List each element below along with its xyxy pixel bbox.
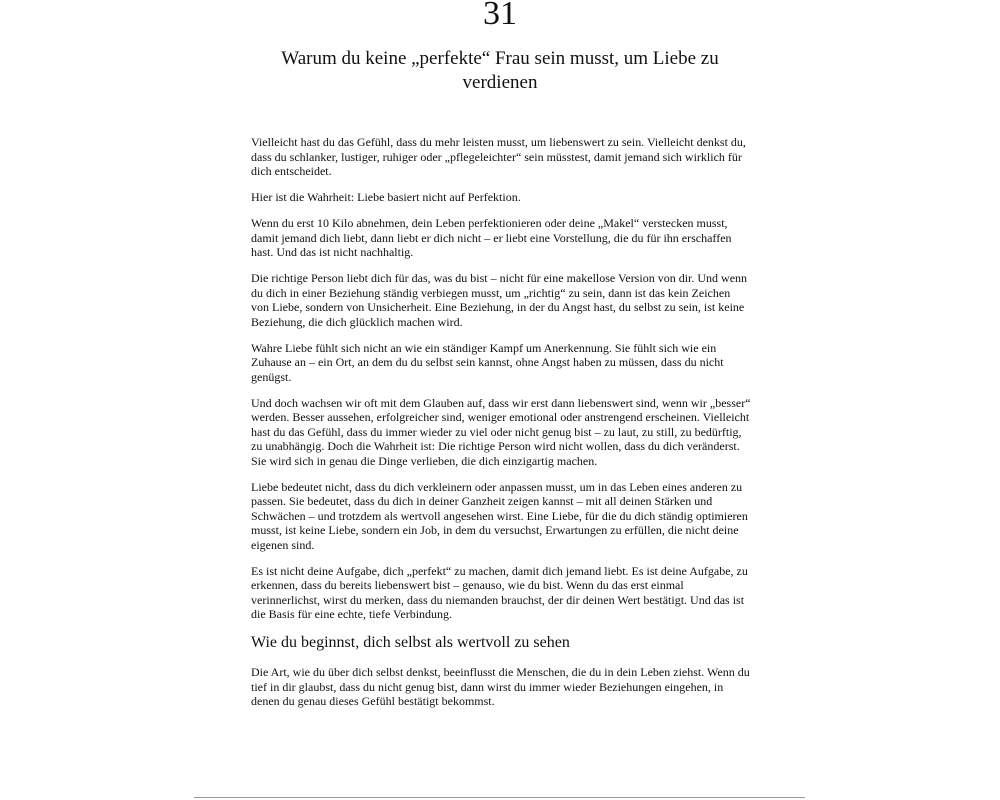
paragraph: Vielleicht hast du das Gefühl, dass du mehr leisten musst, um liebenswert zu sein. Vielleicht denkst du, dass du schlanker, lustiger, ruhiger oder „pflegeleichter“ sein müsstest, damit jemand sich wirklich für dich entscheidet. bbox=[251, 135, 746, 178]
paragraph: Liebe bedeutet nicht, dass du dich verkleinern oder anpassen musst, um in das Leben eines anderen zu passen. Sie bedeutet, dass du dich in deiner Ganzheit zeigen kannst – mit all deinen Stärken und Schwächen – und trotzdem als wertvoll angesehen wirst. Eine Liebe, für die du dich ständig optimieren musst, ist keine Liebe, sondern ein Job, in dem du versuchst, Erwartungen zu erfüllen, die nicht deine eigenen sind. bbox=[251, 479, 748, 552]
chapter-title: Warum du keine „perfekte“ Frau sein musst, um Liebe zu verdienen bbox=[281, 48, 719, 93]
chapter-body bbox=[251, 135, 751, 720]
paragraph: Wenn du erst 10 Kilo abnehmen, dein Leben perfektionieren oder deine „Makel“ verstecken musst, damit jemand dich liebt, dann liebt er dich nicht – er liebt eine Vorstellung, die du für ihn erschaffen hast. Und das ist nicht nachhaltig. bbox=[251, 216, 732, 259]
chapter-number: 31 bbox=[483, 0, 517, 32]
paragraph: Hier ist die Wahrheit: Liebe basiert nicht auf Perfektion. bbox=[251, 190, 521, 204]
paragraph: Und doch wachsen wir oft mit dem Glauben auf, dass wir erst dann liebenswert sind, wenn wir „besser“ werden. Besser aussehen, erfolgreicher sind, weniger emotional oder anstrengend erscheinen. Vielleicht hast du das Gefühl, dass du immer wieder zu viel oder nicht genug bist – zu laut, zu still, zu bedürftig, zu unabhängig. Doch die Wahrheit ist: Die richtige Person wird nicht wollen, dass du dich veränderst. Sie wird sich in genau die Dinge verlieben, die dich einzigartig machen. bbox=[251, 395, 751, 468]
paragraph: Es ist nicht deine Aufgabe, dich „perfekt“ zu machen, damit dich jemand liebt. Es ist deine Aufgabe, zu erkennen, dass du bereits liebenswert bist – genauso, wie du bist. Wenn du das erst einmal verinnerlichst, wirst du merken, dass du niemanden brauchst, der dir deinen Wert bestätigt. Und das ist die Basis für eine echte, tiefe Verbindung. bbox=[251, 563, 748, 621]
paragraph: Die richtige Person liebt dich für das, was du bist – nicht für eine makellose Version von dir. Und wenn du dich in einer Beziehung ständig verbiegen musst, um „richtig“ zu sein, dann ist das kein Zeichen von Liebe, sondern von Unsicherheit. Eine Beziehung, in der du Angst hast, du selbst zu sein, ist keine Beziehung, die dich glücklich machen wird. bbox=[251, 271, 748, 329]
paragraph: Wahre Liebe fühlt sich nicht an wie ein ständiger Kampf um Anerkennung. Sie fühlt sich wie ein Zuhause an – ein Ort, an dem du du selbst sein kannst, ohne Angst haben zu müssen, dass du nicht genügst. bbox=[251, 340, 724, 384]
paragraph: Die Art, wie du über dich selbst denkst, beeinflusst die Menschen, die du in dein Leben ziehst. Wenn du tief in dir glaubst, dass du nicht genug bist, dann wirst du immer wieder Beziehungen eingehen, in denen du genau dieses Gefühl bestätigt bekommst. bbox=[251, 665, 750, 708]
section-heading: Wie du beginnst, dich selbst als wertvoll zu sehen bbox=[251, 634, 570, 651]
page-divider bbox=[194, 797, 805, 798]
